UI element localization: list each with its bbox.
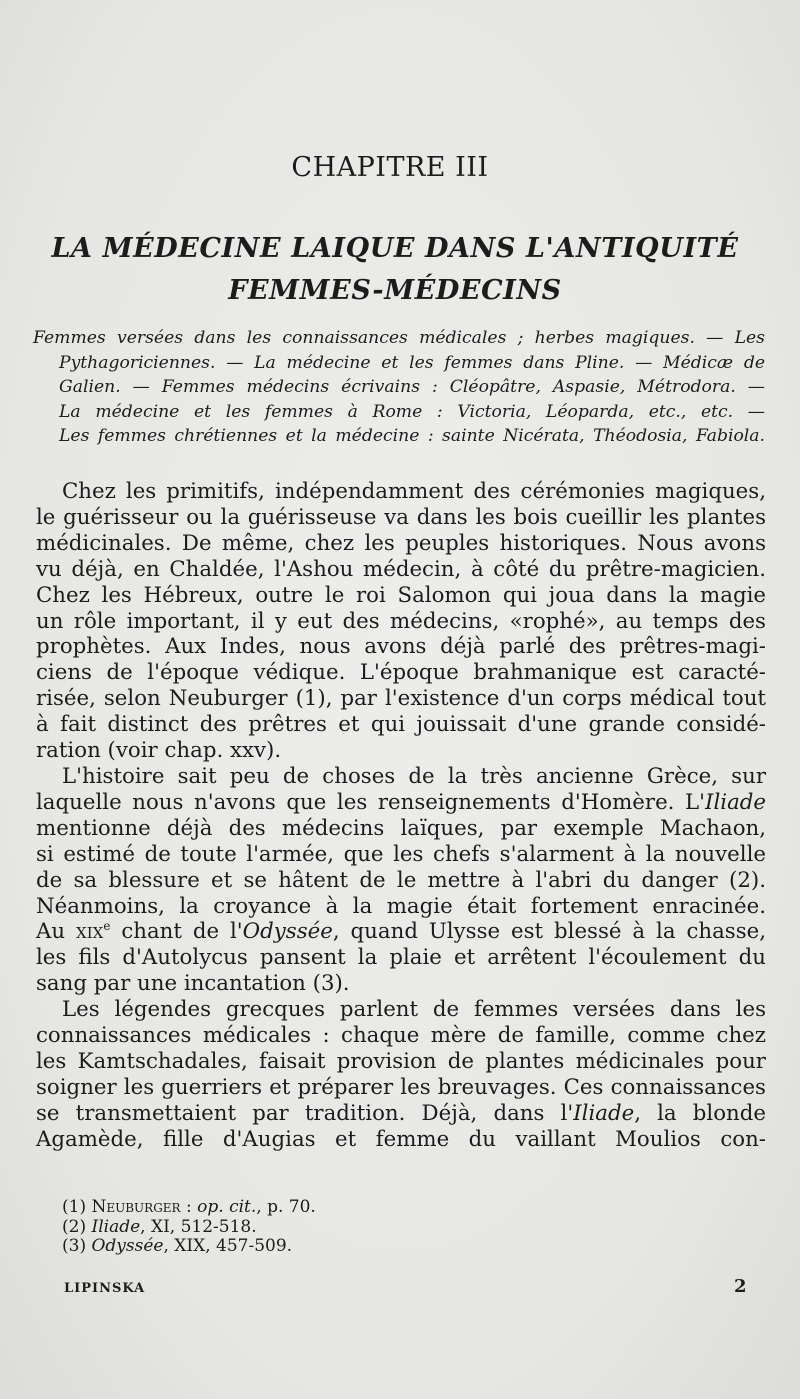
text-run: , p. 70. [256, 1197, 316, 1217]
body-line: Chez les Hébreux, outre le roi Salomon qui joua dans la magie [36, 582, 766, 608]
footnote-number: (2) [62, 1216, 92, 1237]
footnote-2 [62, 1218, 662, 1238]
text-run: laquelle nous n'avons que les renseignements d'Homère. L' [36, 789, 706, 815]
body-line: Agamède, fille d'Augias et femme du vaillant Moulios con- [36, 1126, 766, 1152]
footnote-citation: op. cit. [197, 1197, 257, 1217]
footnote-3 [62, 1237, 662, 1257]
text-run: , XIX, 457-509. [163, 1236, 293, 1256]
body-line [36, 919, 766, 945]
body-line: le guérisseur ou la guérisseuse va dans les bois cueillir les plantes [36, 504, 766, 530]
work-title-iliade: Iliade [573, 1100, 635, 1126]
body-line: L'histoire sait peu de choses de la très ancienne Grèce, sur [62, 763, 766, 789]
text-run: , la blonde [634, 1100, 766, 1126]
body-line: prophètes. Aux Indes, nous avons déjà parlé des prêtres-magi- [36, 634, 766, 660]
footnote-work: Odyssée [91, 1236, 164, 1256]
summary-line: Femmes versées dans les connaissances médicales ; herbes magiques. — Les [33, 328, 765, 348]
summary-line: Pythagoriciennes. — La médecine et les femmes dans Pline. — Médicæ de [59, 352, 765, 373]
footnote-1 [62, 1198, 662, 1218]
text-run: : [180, 1197, 198, 1217]
footnote-number: (1) [62, 1197, 92, 1217]
body-line: Néanmoins, la croyance à la magie était fortement enracinée. [36, 893, 766, 919]
body-line: vu déjà, en Chaldée, l'Ashou médecin, à côté du prêtre-magicien. [36, 556, 766, 582]
chapter-title-line-1: LA MÉDECINE LAIQUE DANS L'ANTIQUITÉ [51, 233, 739, 264]
signature-number: 2 [734, 1276, 747, 1297]
body-line: si estimé de toute l'armée, que les chefs s'alarment à la nouvelle [36, 841, 766, 867]
superscript: e [103, 919, 111, 934]
summary-line: La médecine et les femmes à Rome : Victoria, Léoparda, etc., etc. — [59, 401, 765, 422]
body-line [36, 1101, 766, 1127]
body-line: à fait distinct des prêtres et qui jouissait d'une grande considé- [36, 712, 766, 738]
text-run: chant de l' [110, 919, 243, 945]
footnote-author: Neuburger [91, 1197, 181, 1217]
work-title-odyssee: Odyssée [242, 919, 333, 945]
body-line: médicinales. De même, chez les peuples historiques. Nous avons [36, 530, 766, 556]
body-line: risée, selon Neuburger (1), par l'existence d'un corps médical tout [36, 686, 766, 712]
footnote-work: Iliade [91, 1216, 141, 1237]
chapter-title [25, 228, 765, 312]
body-line: mentionne déjà des médecins laïques, par exemple Machaon, [36, 815, 766, 841]
work-title-iliade: Iliade [705, 789, 766, 815]
body-line: connaissances médicales : chaque mère de famille, comme chez [36, 1023, 766, 1049]
footnotes [62, 1198, 662, 1257]
body-line: Les légendes grecques parlent de femmes versées dans les [62, 997, 766, 1023]
chapter-heading: CHAPITRE III [291, 152, 489, 183]
text-run: , XI, 512-518. [140, 1216, 257, 1237]
summary-line: Galien. — Femmes médecins écrivains : Cléopâtre, Aspasie, Métrodora. — [59, 377, 765, 397]
body-line: sang par une incantation (3). [36, 971, 350, 997]
roman-numeral: xix [76, 919, 104, 945]
body-line: soigner les guerriers et préparer les breuvages. Ces connaissances [36, 1074, 766, 1100]
summary-line: Les femmes chrétiennes et la médecine : sainte Nicérata, Théodosia, Fabiola. [59, 426, 765, 446]
body-line: les Kamtschadales, faisait provision de plantes médicinales pour [36, 1048, 766, 1074]
chapter-title-line-2: FEMMES-MÉDECINS [228, 275, 562, 306]
text-run: Au [36, 919, 77, 945]
text-run: , quand Ulysse est blessé à la chasse, [332, 919, 767, 945]
body-line: un rôle important, il y eut des médecins, «rophé», au temps des [36, 608, 766, 634]
body-line: Chez les primitifs, indépendamment des cérémonies magiques, [62, 479, 766, 504]
chapter-summary [33, 326, 765, 449]
body-line: ciens de l'époque védique. L'époque brahmanique est caracté- [36, 660, 766, 686]
signature-mark: LIPINSKA [64, 1281, 146, 1296]
body-text [36, 479, 766, 1153]
text-run: se transmettaient par tradition. Déjà, dans l' [36, 1100, 574, 1126]
body-line: les fils d'Autolycus pansent la plaie et arrêtent l'écoulement du [36, 945, 766, 971]
body-line: de sa blessure et se hâtent de le mettre à l'abri du danger (2). [36, 867, 766, 893]
body-line [36, 790, 766, 816]
footnote-number: (3) [62, 1236, 92, 1256]
body-line: ration (voir chap. xxv). [36, 738, 282, 764]
